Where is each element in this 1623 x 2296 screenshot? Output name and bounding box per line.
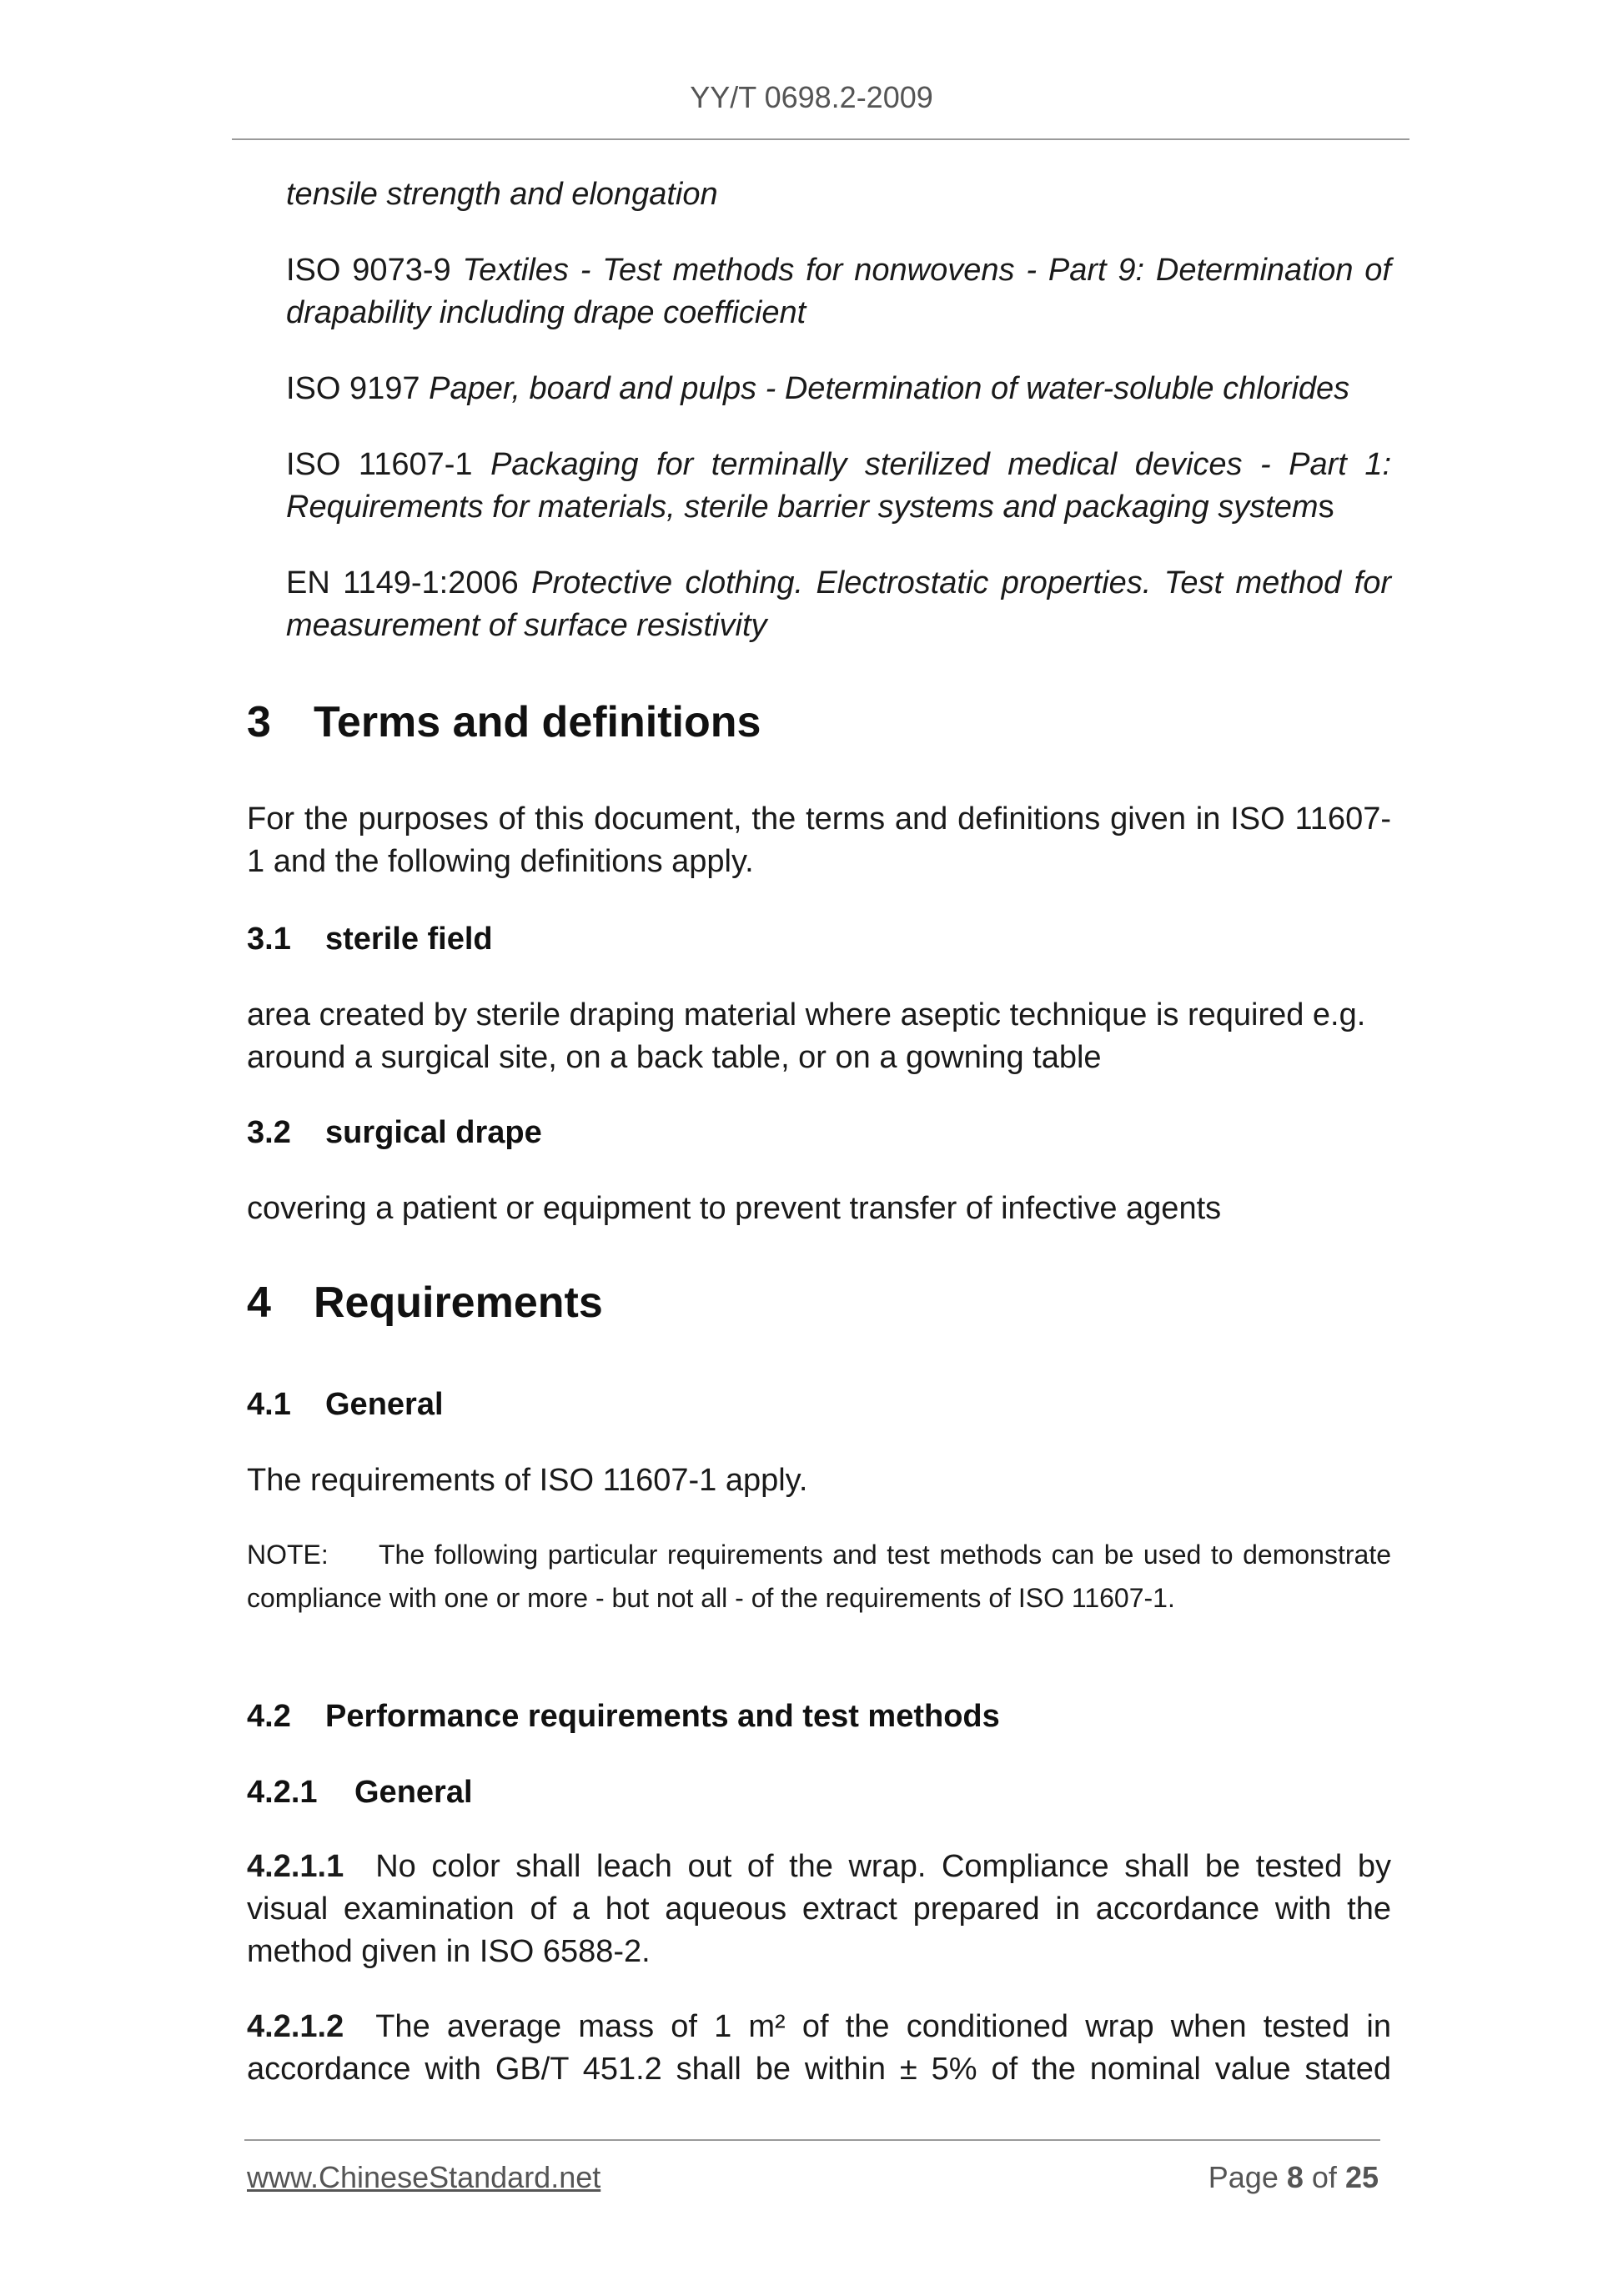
clause-number: 4.2.1.1 (247, 1849, 344, 1884)
subsubsection-heading (247, 1775, 473, 1811)
reference-id: ISO 11607-1 (286, 447, 473, 482)
subsection-text: The requirements of ISO 11607-1 apply. (247, 1463, 808, 1498)
reference-id: ISO 9197 (286, 371, 420, 406)
reference-title: Textiles - Test methods for nonwovens - Part 9: Determination of drapability including drape coefficient (286, 253, 1391, 330)
note-text: The following particular requirements and test methods can be used to demonstrate compliance with one or more - but not all - of the requirements of ISO 11607-1. (247, 1540, 1391, 1613)
reference-item (286, 249, 1391, 334)
website-link[interactable]: www.ChineseStandard.net (247, 2160, 601, 2194)
subsection-title: Performance requirements and test methods (325, 1699, 1000, 1734)
section-heading (247, 1278, 603, 1328)
reference-title: tensile strength and elongation (286, 177, 718, 212)
reference-item (286, 562, 1391, 647)
subsubsection-title: General (354, 1775, 473, 1810)
reference-title-tail: s (1318, 490, 1334, 525)
reference-item (286, 444, 1391, 529)
term-number: 3.2 (247, 1115, 291, 1150)
reference-id: ISO 9073-9 (286, 253, 451, 288)
page-number (1208, 2160, 1379, 2195)
subsection-heading (247, 1699, 1000, 1735)
page-of: of (1311, 2160, 1337, 2194)
subsection-number: 4.1 (247, 1387, 291, 1422)
clause (247, 1846, 1391, 1973)
clause-text: No color shall leach out of the wrap. Compliance shall be tested by visual examination of a hot aqueous extract prepared in accordance with the method given in ISO 6588-2. (247, 1849, 1391, 1969)
subsection-heading (247, 1387, 444, 1423)
term-heading (247, 922, 493, 957)
footer-divider (244, 2139, 1380, 2141)
term-name: surgical drape (325, 1115, 542, 1150)
term-name: sterile field (325, 922, 493, 957)
section-intro: For the purposes of this document, the terms and definitions given in ISO 11607-1 and the following definitions apply. (247, 801, 1391, 879)
subsubsection-number: 4.2.1 (247, 1775, 318, 1810)
document-code: YY/T 0698.2-2009 (690, 80, 933, 114)
reference-item (286, 173, 1391, 216)
subsection-title: General (325, 1387, 444, 1422)
page-total: 25 (1344, 2160, 1379, 2194)
reference-title: Packaging for terminally sterilized medical devices - Part 1: Requirements for materials, sterile barrier systems and packaging system (286, 447, 1392, 525)
clause (247, 2006, 1391, 2091)
clause-number: 4.2.1.2 (247, 2009, 344, 2044)
header-divider (232, 138, 1409, 140)
section-number: 3 (247, 698, 271, 746)
reference-id: EN 1149-1:2006 (286, 565, 519, 600)
page-prefix: Page (1208, 2160, 1279, 2194)
reference-item (286, 368, 1391, 410)
term-definition: area created by sterile draping material where aseptic technique is required e.g. around a surgical site, on a back table, or on a gowning table (247, 997, 1366, 1075)
note-label: NOTE: (247, 1540, 329, 1570)
page-current: 8 (1286, 2160, 1304, 2194)
section-title: Terms and definitions (314, 698, 761, 746)
reference-title: Paper, board and pulps - Determination of water-soluble chlorides (429, 371, 1350, 406)
term-number: 3.1 (247, 922, 291, 957)
section-number: 4 (247, 1279, 271, 1327)
subsection-number: 4.2 (247, 1699, 291, 1734)
term-heading (247, 1115, 542, 1151)
section-title: Requirements (314, 1279, 603, 1327)
reference-title: Protective clothing. Electrostatic properties. Test method for measurement of surface resistivity (286, 565, 1391, 643)
clause-text: The average mass of 1 m² of the conditioned wrap when tested in accordance with GB/T 451.2 shall be within ± 5% of the nominal value stated (247, 2009, 1391, 2087)
note (247, 1533, 1391, 1620)
section-heading (247, 697, 761, 747)
term-definition: covering a patient or equipment to prevent transfer of infective agents (247, 1191, 1222, 1226)
